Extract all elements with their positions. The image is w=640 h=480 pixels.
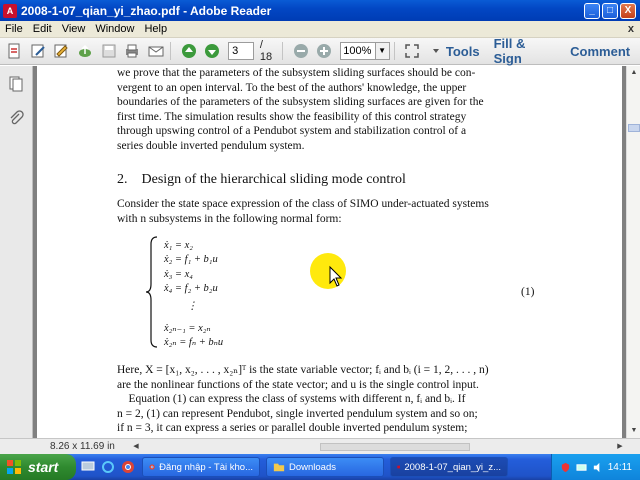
paragraph-1 (117, 66, 543, 153)
arrow-down-icon (204, 43, 220, 59)
zoom-out-button[interactable] (291, 41, 311, 61)
start-button[interactable] (0, 454, 76, 480)
windows-logo-icon (6, 459, 22, 475)
text-line: with n subsystems in the following normal form: (117, 212, 342, 225)
zoom-level-input[interactable]: 100% (340, 42, 375, 60)
section-number: 2. (117, 172, 128, 187)
taskbar (0, 454, 640, 480)
status-bar (0, 438, 640, 454)
scroll-down-button[interactable]: ▼ (630, 427, 638, 434)
tray-volume-icon[interactable] (592, 462, 603, 473)
adobe-reader-icon: A (3, 4, 17, 18)
text-line: series double inverted pendulum system. (117, 139, 305, 152)
vertical-scroll-thumb[interactable] (628, 124, 640, 132)
equation-line: ẋ₂ = f₁ + b₁u (164, 254, 218, 265)
folder-icon (273, 461, 285, 473)
menu-file[interactable]: File (5, 23, 23, 35)
clock[interactable]: 14:11 (607, 461, 632, 473)
taskbar-item-label: Đăng nhập - Tài kho... (159, 461, 253, 473)
expand-icon (404, 43, 420, 59)
page-thumbnails-icon[interactable] (8, 76, 24, 92)
menu-window[interactable]: Window (95, 23, 135, 35)
horizontal-scrollbar[interactable] (130, 440, 626, 454)
edit-pdf-button[interactable] (28, 41, 48, 61)
chevron-down-icon (428, 43, 444, 59)
menu-view[interactable]: View (61, 23, 86, 35)
window-title: 2008-1-07_qian_yi_zhao.pdf - Adobe Reader (21, 3, 272, 18)
previous-page-button[interactable] (179, 41, 199, 61)
toolbar-separator (282, 42, 283, 60)
minimize-button[interactable]: _ (584, 3, 600, 19)
read-mode-button[interactable] (403, 41, 423, 61)
next-page-button[interactable] (202, 41, 222, 61)
equation-line: ẋ₂ₙ = fₙ + bₙu (164, 337, 224, 348)
horizontal-scroll-thumb[interactable] (320, 443, 470, 451)
print-button[interactable] (122, 41, 142, 61)
equation-line: ẋ₂ₙ₋₁ = x₂ₙ (164, 323, 211, 334)
zoom-dropdown-button[interactable]: ▼ (376, 42, 390, 60)
desktop-icon (81, 460, 95, 474)
equation-number: (1) (521, 286, 535, 298)
menu-help[interactable]: Help (144, 23, 168, 35)
internet-explorer-icon (101, 460, 115, 474)
taskbar-item-chrome[interactable] (142, 457, 260, 477)
fill-sign-link[interactable]: Fill & Sign (493, 36, 526, 66)
text-line: boundaries of the parameters of the subsystem sliding surfaces are given for the (117, 96, 484, 108)
text-line: Equation (1) can express the class of systems with different n, fᵢ and bᵢ. If (117, 393, 466, 405)
taskbar-item-label: Downloads (289, 461, 336, 473)
start-label: start (28, 459, 59, 475)
equation-line: ẋ₃ = x₄ (164, 269, 193, 280)
title-bar (0, 0, 640, 21)
edit-pdf-icon (30, 43, 46, 59)
text-line: through upswing control of a Pendubot system and stabilization control of a (117, 125, 467, 137)
text-line: vergent to an open interval. To the best of the authors' knowledge, the upper (117, 81, 467, 94)
chrome-icon (121, 460, 135, 474)
text-line: Here, X = [x₁, x₂, . . . , x₂ₙ]ᵀ is the state variable vector; fᵢ and bᵢ (i = 1, 2, . . . , n) (117, 364, 489, 376)
page-size-label: 8.26 x 11.69 in (50, 441, 115, 452)
equation-ellipsis: ⋮ (187, 301, 198, 312)
paragraph-2 (117, 197, 543, 226)
sign-button[interactable] (51, 41, 71, 61)
system-tray (551, 454, 640, 480)
quicklaunch-ie[interactable] (100, 459, 116, 475)
toolbar (0, 38, 640, 65)
attachment-icon[interactable] (8, 110, 24, 126)
tray-shield-icon[interactable] (560, 462, 571, 473)
text-line: n = 2, (1) can represent Pendubot, single inverted pendulum system and so on; (117, 407, 478, 420)
text-line: first time. The simulation results show the feasibility of this control strategy (117, 110, 467, 123)
equation-line: ẋ₁ = x₂ (164, 240, 193, 251)
close-button[interactable]: X (620, 3, 636, 19)
cloud-upload-icon (77, 43, 93, 59)
zoom-in-button[interactable] (315, 41, 335, 61)
adobe-reader-icon (397, 461, 400, 473)
menu-edit[interactable]: Edit (32, 23, 52, 35)
create-pdf-icon (6, 43, 22, 59)
equation-brace (145, 236, 159, 348)
save-icon (101, 43, 117, 59)
scroll-left-button[interactable]: ◀ (133, 442, 139, 450)
email-button[interactable] (146, 41, 166, 61)
pen-icon (53, 43, 69, 59)
text-line: Consider the state space expression of the class of SIMO under-actuated systems (117, 198, 489, 210)
quicklaunch-desktop[interactable] (80, 459, 96, 475)
save-button[interactable] (99, 41, 119, 61)
upload-button[interactable] (75, 41, 95, 61)
tools-link[interactable]: Tools (445, 43, 480, 59)
scroll-up-button[interactable]: ▲ (630, 69, 638, 76)
maximize-button[interactable]: □ (602, 3, 618, 19)
plus-icon (316, 43, 332, 59)
chrome-icon (149, 461, 155, 473)
printer-icon (124, 43, 140, 59)
paragraph-3 (117, 363, 543, 436)
equation-line: ẋ₄ = f₂ + b₂u (164, 283, 218, 294)
envelope-icon (148, 43, 164, 59)
page-number-input[interactable]: 3 (228, 42, 254, 60)
text-line: we prove that the parameters of the subsystem sliding surfaces should be con- (117, 67, 476, 79)
document-area[interactable] (33, 66, 626, 438)
tray-network-icon[interactable] (576, 462, 587, 473)
toolbar-options-button[interactable] (426, 41, 446, 61)
taskbar-item-label: 2008-1-07_qian_yi_z... (404, 461, 501, 473)
minus-icon (293, 43, 309, 59)
navigation-pane (0, 66, 33, 438)
document-close-button[interactable]: x (627, 23, 634, 35)
comment-link[interactable]: Comment (570, 43, 631, 59)
taskbar-item-adobe-reader[interactable] (390, 457, 508, 477)
create-pdf-button[interactable] (4, 41, 24, 61)
toolbar-separator (394, 42, 395, 60)
quicklaunch-chrome[interactable] (120, 459, 136, 475)
section-heading (117, 172, 406, 188)
section-title: Design of the hierarchical sliding mode control (141, 172, 406, 187)
page-total-label: / 18 (259, 39, 273, 63)
toolbar-separator (170, 42, 171, 60)
mouse-cursor-icon (308, 251, 348, 291)
vertical-scrollbar[interactable] (626, 66, 640, 438)
text-line: are the nonlinear functions of the state vector; and u is the single control input. (117, 378, 479, 391)
taskbar-item-downloads[interactable] (266, 457, 384, 477)
scroll-right-button[interactable]: ▶ (617, 442, 623, 450)
arrow-up-icon (181, 43, 197, 59)
text-line: if n = 3, it can express a series or parallel double inverted pendulum system; (117, 422, 468, 434)
